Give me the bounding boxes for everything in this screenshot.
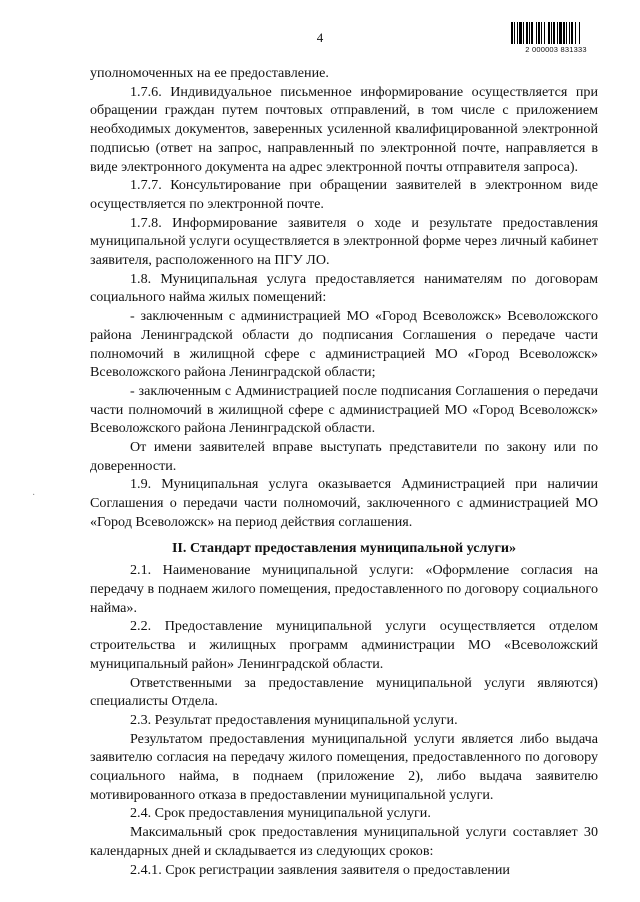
paragraph: 1.7.6. Индивидуальное письменное информирование осуществляется при обращении граждан путем почтовых отправлений, в том числе с приложением необходимых документов, заверенных усиленной квалифицированной электронной подписью (ответ на запрос, направленный по электронной почте, направляется в виде электронного документа на адрес электронной почты отправителя запроса). <box>90 83 598 175</box>
paragraph: 2.4. Срок предоставления муниципальной услуги. <box>130 805 431 822</box>
page-number: 4 <box>316 30 324 45</box>
paragraph: 2.1. Наименование муниципальной услуги: «Оформление согласия на передачу в поднаем жилого помещения, предоставленного по договору социального найма». <box>90 562 598 616</box>
document-body <box>90 64 598 879</box>
paragraph: Ответственными за предоставление муниципальной услуги являются) специалисты Отдела. <box>90 674 598 710</box>
paragraph: - заключенным с администрацией МО «Город Всеволожск» Всеволожского района Ленинградской области до подписания Соглашения о передаче части полномочий в жилищной сфере с администрацией МО «Город Всеволожск» Всеволожского района Ленинградской области; <box>90 308 598 381</box>
barcode-number: 2 000003 831333 <box>525 45 587 54</box>
paragraph: 1.7.8. Информирование заявителя о ходе и результате предоставления муниципальной услуги осуществляется в электронной форме через личный кабинет заявителя, расположенного на ПГУ ЛО. <box>90 214 598 269</box>
paragraph: 1.7.7. Консультирование при обращении заявителей в электронном виде осуществляется по электронной почте. <box>90 177 598 212</box>
paragraph: 2.3. Результат предоставления муниципальной услуги. <box>130 711 458 728</box>
paragraph: От имени заявителей вправе выступать представители по закону или по доверенности. <box>90 439 598 474</box>
paragraph: уполномоченных на ее предоставление. <box>90 65 329 81</box>
barcode-bars <box>510 22 602 44</box>
paragraph: - заключенным с Администрацией после подписания Соглашения о передачи части полномочий в жилищной сфере с администрацией МО «Город Всеволожск» Всеволожского района Ленинградской области. <box>90 382 598 437</box>
paragraph: 2.2. Предоставление муниципальной услуги осуществляется отделом строительства и жилищных программ администрации МО «Всеволожский муниципальный район» Ленинградской области. <box>90 618 598 672</box>
paragraph: 1.9. Муниципальная услуга оказывается Администрацией при наличии Соглашения о передачи части полномочий, заключенного с администрацией МО «Город Всеволожск» на период действия соглашения. <box>90 476 598 530</box>
paragraph: Результатом предоставления муниципальной услуги является либо выдача заявителю согласия на передачу жилого помещения, предоставленного по договору социального найма, в поднаем (приложение 2), либо выдача заявителю мотивированного отказа в предоставлении муниципальной услуги. <box>90 730 598 803</box>
paragraph: Максимальный срок предоставления муниципальной услуги составляет 30 календарных дней и складывается из следующих сроков: <box>90 824 598 859</box>
barcode <box>510 22 602 54</box>
section-heading: II. Стандарт предоставления муниципальной услуги» <box>171 539 517 556</box>
paragraph: 1.8. Муниципальная услуга предоставляется нанимателям по договорам социального найма жилых помещений: <box>90 270 598 306</box>
paragraph: 2.4.1. Срок регистрации заявления заявителя о предоставлении <box>130 861 510 878</box>
margin-mark: · <box>32 490 36 501</box>
